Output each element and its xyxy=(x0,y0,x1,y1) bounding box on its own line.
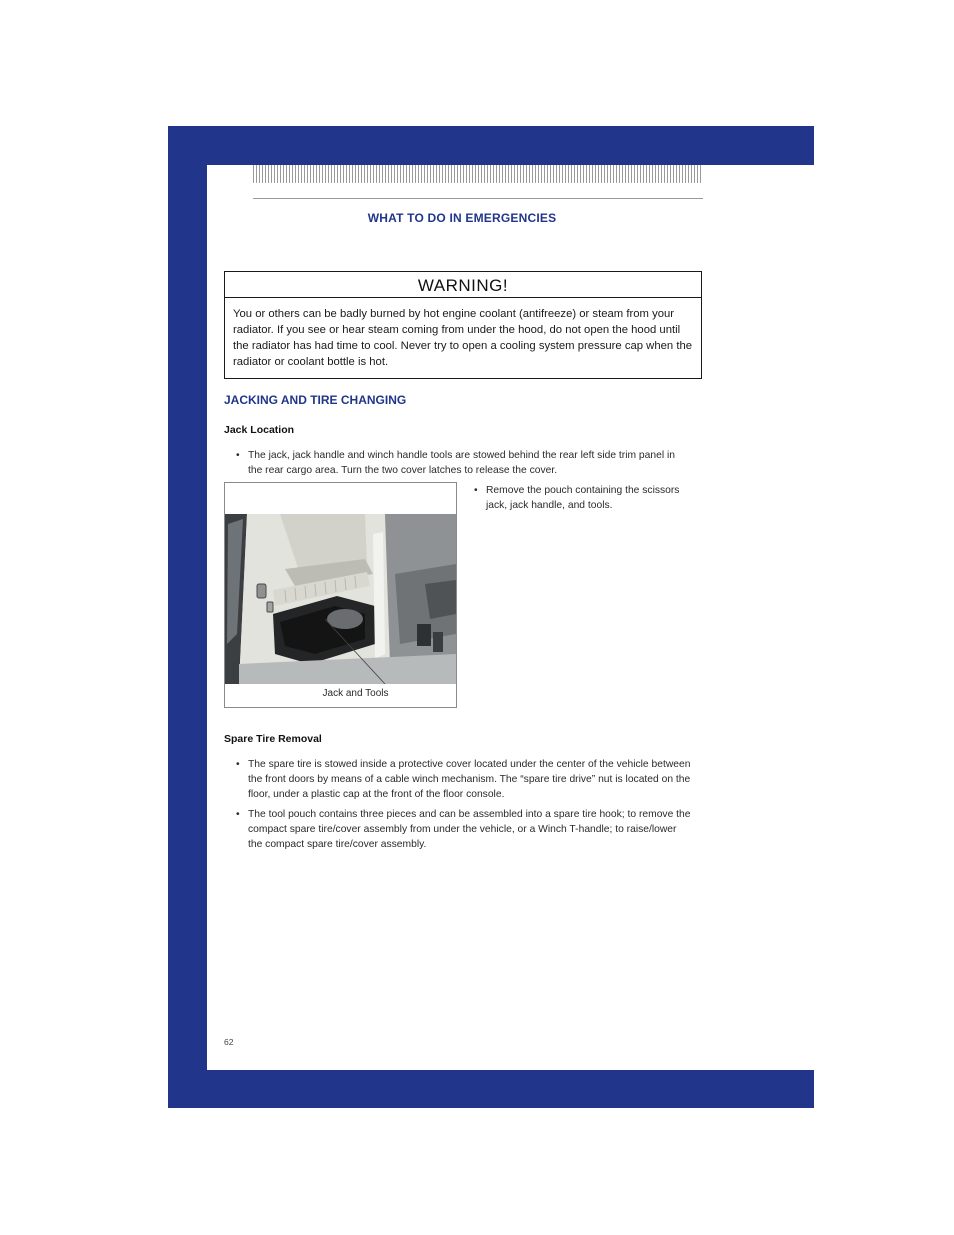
warning-title: WARNING! xyxy=(225,272,701,298)
header-divider xyxy=(253,198,703,199)
jack-location-side-list xyxy=(474,483,692,518)
list-item: • The tool pouch contains three pieces and can be assembled into a spare tire hook; to remove the compact spare tire/cover assembly from under the vehicle, or a Winch T-handle; to raise/lower the compact spare tire/cover assembly. xyxy=(236,807,692,852)
list-item: • Remove the pouch containing the scissors jack, jack handle, and tools. xyxy=(474,483,692,513)
jack-and-tools-figure xyxy=(224,482,457,708)
warning-text: You or others can be badly burned by hot engine coolant (antifreeze) or steam from your radiator. If you see or hear steam coming from under the hood, do not open the hood until the radiator has had time to cool. Never try to open a cooling system pressure cap when the radiator or coolant bottle is hot. xyxy=(233,308,693,368)
section-title: JACKING AND TIRE CHANGING xyxy=(224,393,407,407)
figure-caption: Jack and Tools xyxy=(322,688,389,699)
header-ruler-decoration xyxy=(253,165,703,183)
section-header: WHAT TO DO IN EMERGENCIES xyxy=(367,211,557,225)
warning-box xyxy=(224,271,702,379)
cargo-area-photo xyxy=(225,514,456,684)
list-item: • The spare tire is stowed inside a protective cover located under the center of the vehicle between the front doors by means of a cable winch mechanism. The “spare tire drive” nut is located on the floor, under a plastic cap at the front of the floor console. xyxy=(236,757,692,802)
jack-location-list xyxy=(236,448,692,483)
list-item: • The jack, jack handle and winch handle tools are stowed behind the rear left side trim panel in the rear cargo area. Turn the two cover latches to release the cover. xyxy=(236,448,692,478)
spare-tire-removal-heading: Spare Tire Removal xyxy=(224,733,322,745)
page-number: 62 xyxy=(224,1037,234,1047)
jack-location-heading: Jack Location xyxy=(224,424,295,436)
spare-tire-removal-list xyxy=(236,757,692,857)
